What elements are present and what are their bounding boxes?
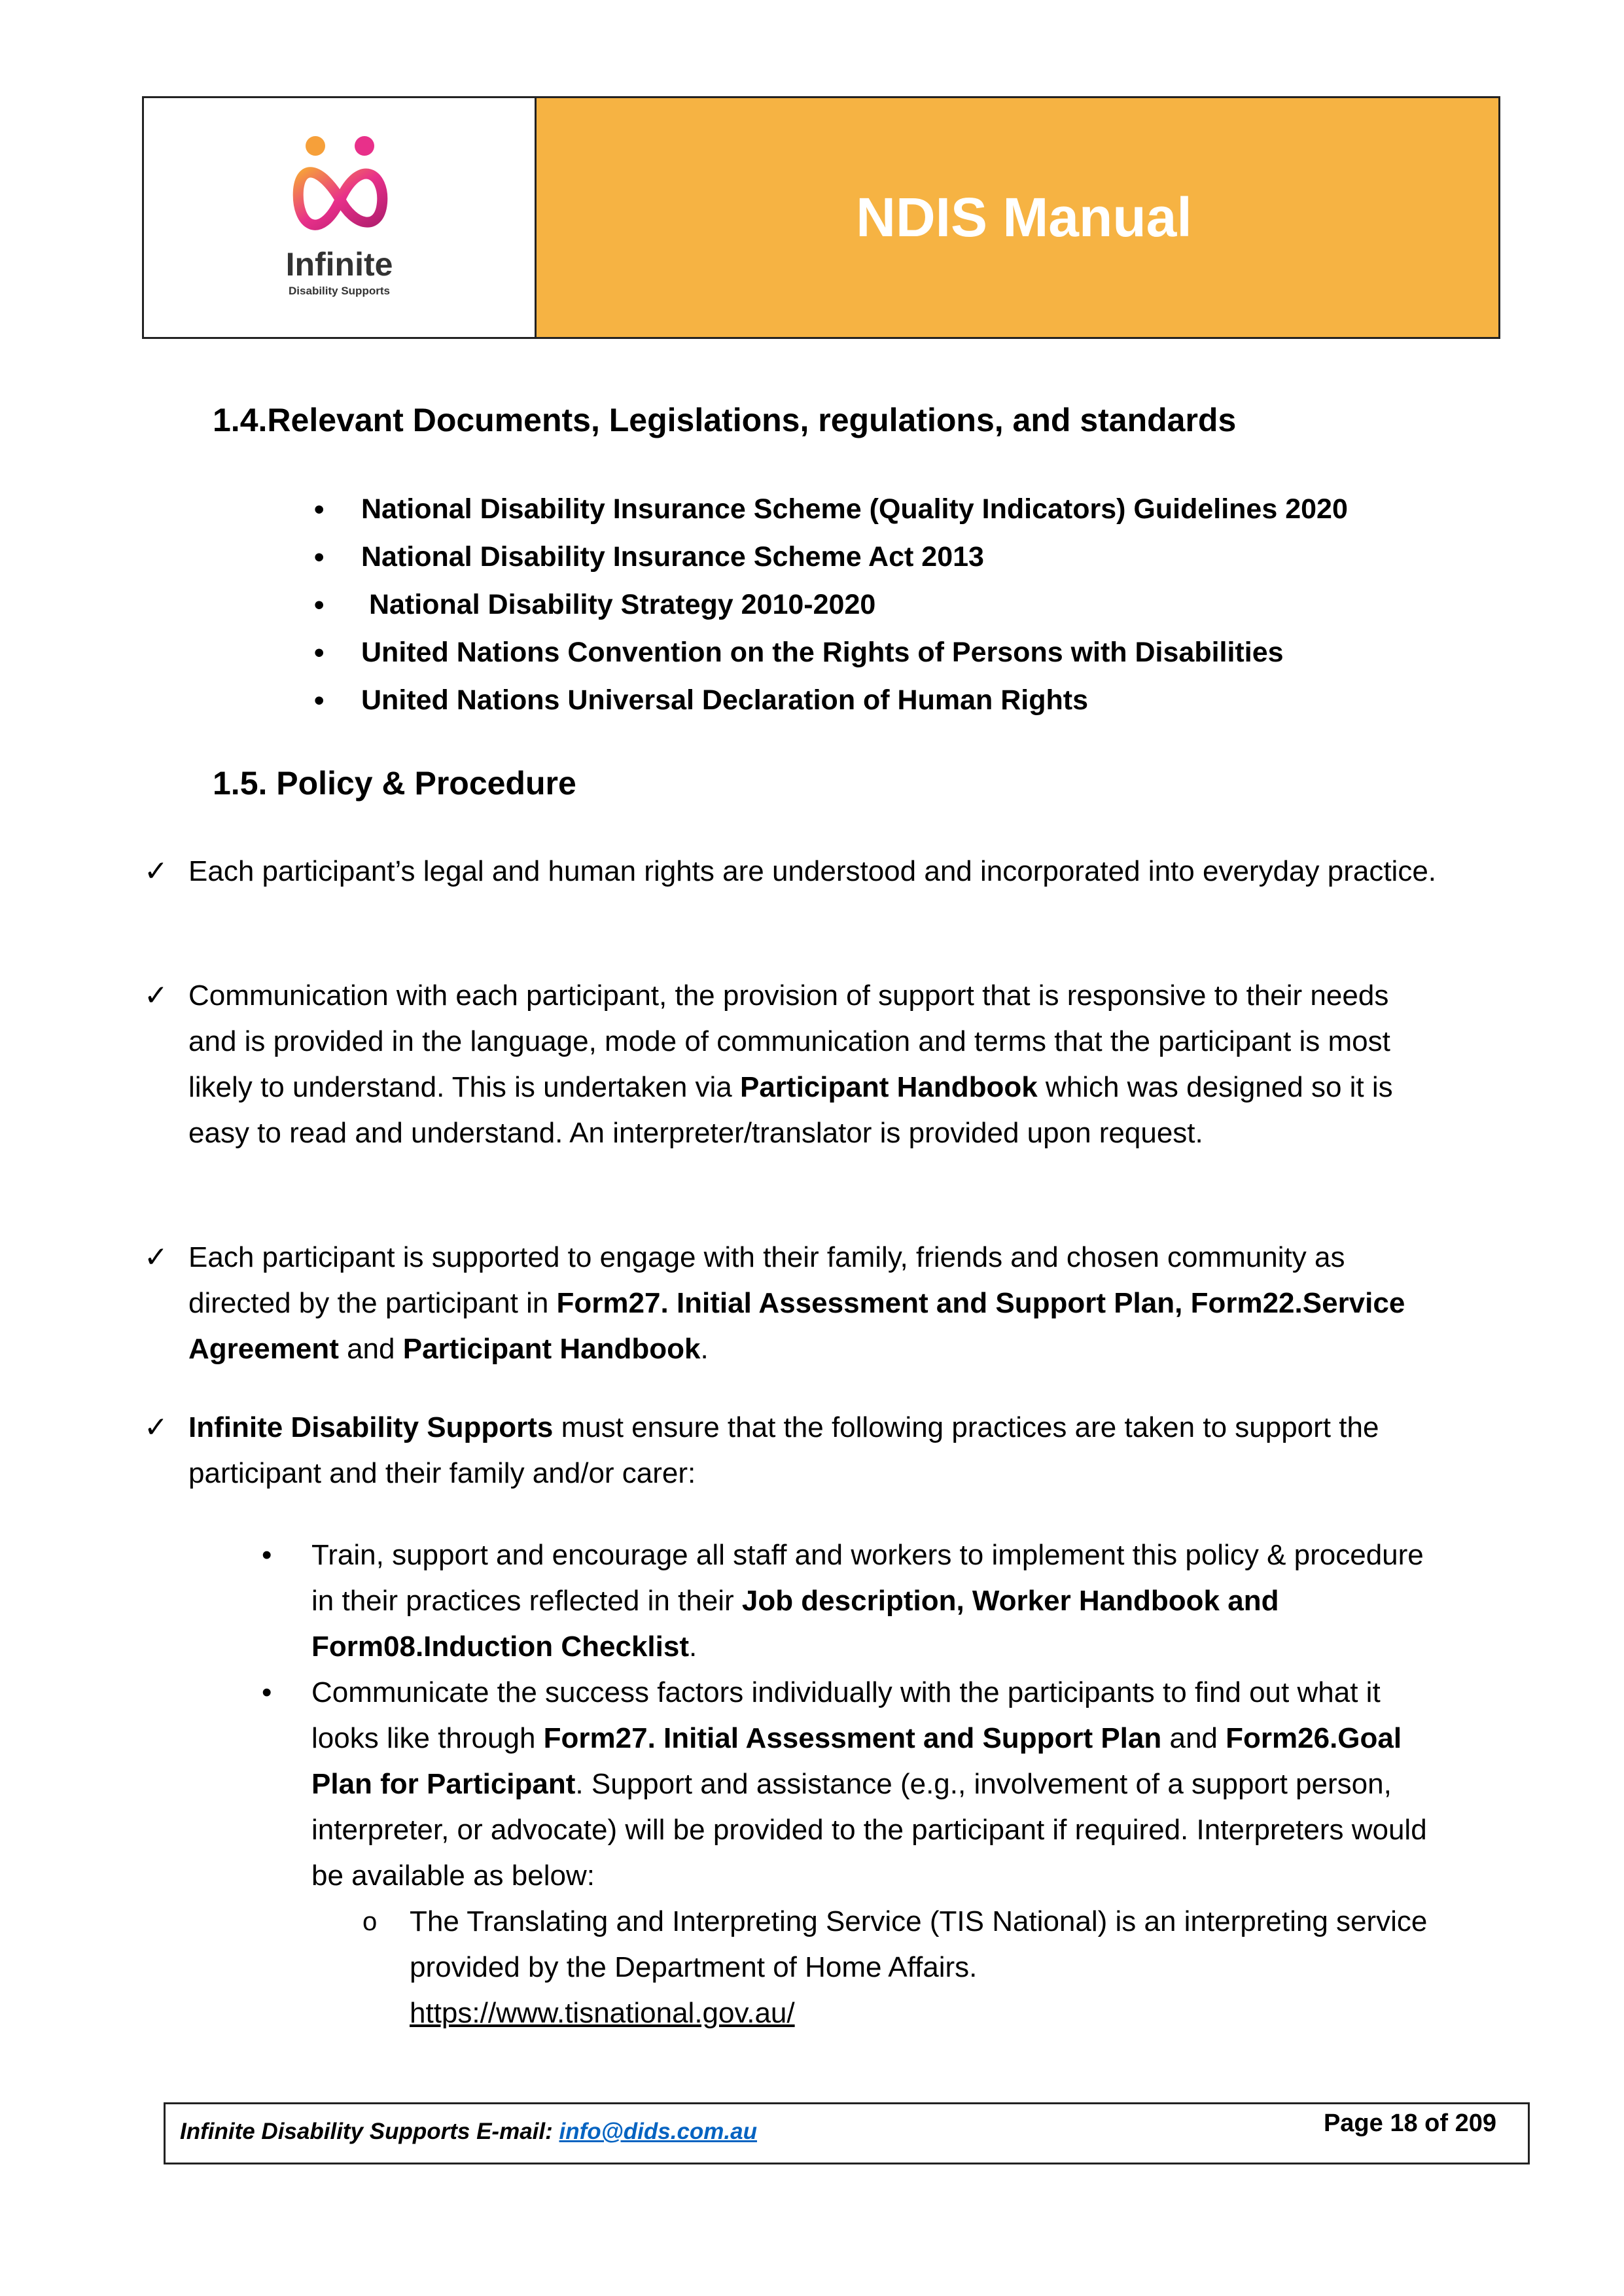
list-item: • National Disability Insurance Scheme (Quality Indicators) Guidelines 2020 (301, 486, 1348, 533)
text-run: . Support and assistance (e.g., involvement of a support person, interpreter, or advocate) will be provided to the participant if required. Interpreters would be available as below: (311, 1768, 1427, 1892)
checkmark-icon: ✓ (144, 1411, 168, 1443)
footer-contact (180, 2119, 757, 2145)
checkmark-icon: ✓ (144, 855, 168, 887)
list-item (262, 1670, 1439, 2036)
title-cell (537, 98, 1498, 337)
infinite-logo-icon (144, 111, 537, 262)
checkmark-icon: ✓ (144, 1241, 168, 1273)
logo-subtitle: Disability Supports (289, 285, 390, 297)
bold-run: Participant Handbook (739, 1071, 1038, 1103)
text-run: Train, support and encourage all staff and workers to implement this policy & procedure in their practices reflected in their (311, 1539, 1424, 1617)
list-item: • National Disability Strategy 2010-2020 (301, 581, 1348, 629)
checkmark-icon: ✓ (144, 980, 168, 1012)
section-heading-1-4: 1.4.Relevant Documents, Legislations, regulations, and standards (213, 402, 1237, 438)
practices-list (262, 1532, 1439, 2036)
list-item: • United Nations Universal Declaration of Human Rights (301, 677, 1348, 724)
text-run: must ensure that the following practices are taken to support the participant and their family and/or carer: (188, 1411, 1379, 1489)
check-text (188, 1405, 1439, 1496)
text-run: and (1161, 1722, 1226, 1754)
check-item-rights (144, 849, 1439, 894)
text-run: Each participant is supported to engage with their family, friends and chosen community as directed by the participant in (188, 1241, 1345, 1319)
list-item (311, 1899, 1439, 2036)
page-number: Page 18 of 209 (1323, 2110, 1496, 2137)
page-header (142, 96, 1500, 339)
bold-run: Form27. Initial Assessment and Support Plan (543, 1722, 1162, 1754)
text-run: Communication with each participant, the provision of support that is responsive to their needs and is provided in the language, mode of communication and terms that the participant is most likely to understand. This is undertaken via (188, 980, 1390, 1103)
email-link[interactable]: info@dids.com.au (559, 2119, 757, 2144)
text-run: . (700, 1333, 709, 1365)
logo-cell (144, 98, 537, 337)
check-item-communication (144, 973, 1439, 1156)
interpreter-list (311, 1899, 1439, 2036)
bold-run: Job description, Worker Handbook and Form08.Induction Checklist (311, 1585, 1279, 1663)
text-run: The Translating and Interpreting Service (TIS National) is an interpreting service provided by the Department of Home Affairs. (410, 1905, 1428, 1983)
text-run: which was designed so it is easy to read and understand. An interpreter/translator is provided upon request. (188, 1071, 1393, 1149)
documents-list (301, 486, 1348, 724)
check-text (188, 973, 1439, 1156)
section-heading-1-5: 1.5. Policy & Procedure (213, 765, 576, 802)
check-item-engage (144, 1235, 1439, 1372)
page-title: NDIS Manual (856, 186, 1192, 248)
text-run: and (338, 1333, 403, 1365)
check-item-practices (144, 1405, 1439, 1496)
logo-wordmark: Infinite (285, 246, 393, 283)
check-text: Each participant’s legal and human rights are understood and incorporated into everyday practice. (188, 855, 1437, 887)
text-run: . (688, 1631, 697, 1663)
list-item: • National Disability Insurance Scheme Act 2013 (301, 533, 1348, 581)
bold-run: Participant Handbook (402, 1333, 701, 1365)
list-item: • United Nations Convention on the Rights of Persons with Disabilities (301, 629, 1348, 677)
text-run: Communicate the success factors individually with the participants to find out what it looks like through (311, 1676, 1381, 1754)
tis-national-link[interactable]: https://www.tisnational.gov.au/ (410, 1997, 795, 2029)
footer-label: Infinite Disability Supports E-mail: (180, 2119, 559, 2144)
bold-run: Form27. Initial Assessment and Support Plan, Form22.Service Agreement (188, 1287, 1405, 1365)
bold-run: Infinite Disability Supports (188, 1411, 554, 1443)
check-text (188, 1235, 1439, 1372)
list-item (262, 1532, 1439, 1670)
page-footer (164, 2102, 1530, 2164)
bold-run: Form26.Goal Plan for Participant (311, 1722, 1402, 1800)
